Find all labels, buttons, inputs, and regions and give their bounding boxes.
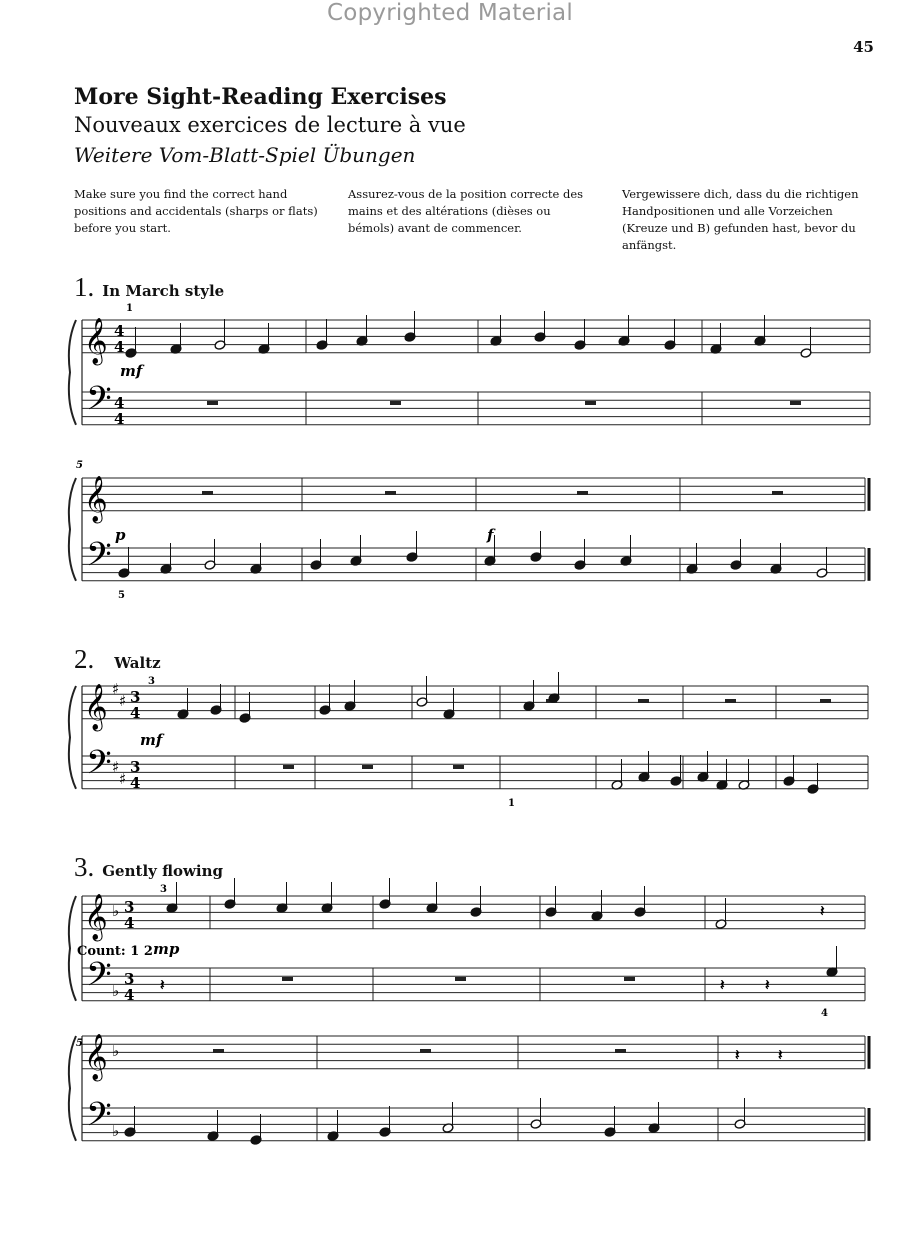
treble-clef-icon: 𝄞 bbox=[84, 1034, 108, 1080]
instructions-german: Vergewissere dich, dass du die richtigen Handpositionen und alle Vorzeichen (Kreuze und B) gefunden hast, bevor du anfängst. bbox=[622, 187, 859, 252]
instructions-english: Make sure you find the correct hand positions and accidentals (sharps or flats) before you start. bbox=[74, 187, 318, 235]
key-flat-icon: ♭ bbox=[112, 902, 120, 920]
note-heads bbox=[118, 311, 838, 1145]
bass-clef-icon: 𝄢 bbox=[86, 744, 112, 790]
key-flat-icon: ♭ bbox=[112, 1042, 120, 1060]
whole-rest bbox=[638, 699, 649, 703]
quarter-rest-icon: 𝄽 bbox=[720, 976, 725, 994]
time-signature: 3 bbox=[130, 758, 141, 776]
key-flat-icon: ♭ bbox=[112, 1122, 120, 1140]
bass-clef-icon: 𝄢 bbox=[86, 380, 112, 426]
time-signature: 4 bbox=[130, 774, 141, 792]
whole-rest bbox=[772, 491, 783, 495]
whole-rest bbox=[390, 401, 401, 405]
treble-clef-icon: 𝄞 bbox=[84, 476, 108, 522]
dynamic-marking: mp bbox=[153, 940, 180, 958]
whole-rest bbox=[615, 1049, 626, 1053]
page-number: 45 bbox=[853, 38, 874, 56]
whole-rest bbox=[362, 765, 373, 769]
quarter-rest-icon: 𝄽 bbox=[778, 1046, 783, 1064]
exercise-number: 2. bbox=[74, 644, 95, 674]
time-signature: 3 bbox=[124, 970, 135, 988]
whole-rest bbox=[283, 765, 294, 769]
dynamic-marking: f bbox=[487, 526, 494, 544]
key-sharp-icon: ♯ bbox=[119, 692, 127, 710]
title-german: Weitere Vom-Blatt-Spiel Übungen bbox=[74, 143, 416, 167]
title-french: Nouveaux exercices de lecture à vue bbox=[74, 113, 466, 137]
whole-rest bbox=[455, 977, 466, 981]
count-label: Count: 1 2 bbox=[77, 944, 153, 959]
brace bbox=[69, 320, 76, 425]
brace bbox=[69, 896, 76, 1001]
title-english: More Sight-Reading Exercises bbox=[74, 84, 447, 110]
whole-rest bbox=[385, 491, 396, 495]
bass-clef-icon: 𝄢 bbox=[86, 536, 112, 582]
brace bbox=[69, 478, 76, 581]
time-signature: 4 bbox=[114, 322, 125, 340]
time-signature: 4 bbox=[114, 410, 125, 428]
time-signature: 3 bbox=[130, 688, 141, 706]
treble-clef-icon: 𝄞 bbox=[84, 684, 108, 730]
measure-number: 5 bbox=[76, 1038, 83, 1049]
whole-rest bbox=[820, 699, 831, 703]
fingering-label: 1 bbox=[126, 303, 133, 314]
copyright-watermark: Copyrighted Material bbox=[327, 0, 573, 26]
fingering-label: 1 bbox=[508, 798, 515, 809]
quarter-rest-icon: 𝄽 bbox=[160, 976, 165, 994]
whole-rest bbox=[282, 977, 293, 981]
time-signature: 3 bbox=[124, 898, 135, 916]
treble-clef-icon: 𝄞 bbox=[84, 894, 108, 940]
dynamic-marking: mf bbox=[140, 731, 163, 749]
whole-rest bbox=[624, 977, 635, 981]
exercise-title: In March style bbox=[102, 282, 225, 300]
treble-clef-icon: 𝄞 bbox=[84, 318, 108, 364]
bass-clef-icon: 𝄢 bbox=[86, 956, 112, 1002]
instructions-french: Assurez-vous de la position correcte des mains et des altérations (dièses ou bémols) avant de commencer. bbox=[348, 187, 584, 235]
whole-rest bbox=[577, 491, 588, 495]
brace bbox=[69, 686, 76, 789]
time-signature: 4 bbox=[114, 338, 125, 356]
measure-number: 5 bbox=[76, 460, 83, 471]
whole-rest bbox=[207, 401, 218, 405]
exercise-number: 3. bbox=[74, 852, 95, 882]
fingering-label: 5 bbox=[118, 590, 125, 601]
whole-rest bbox=[202, 491, 213, 495]
time-signature: 4 bbox=[124, 986, 135, 1004]
quarter-rest-icon: 𝄽 bbox=[735, 1046, 740, 1064]
whole-rest bbox=[790, 401, 801, 405]
exercise-title: Gently flowing bbox=[102, 862, 223, 880]
whole-rest bbox=[420, 1049, 431, 1053]
brace bbox=[69, 1036, 76, 1141]
key-sharp-icon: ♯ bbox=[112, 758, 120, 776]
exercise-number: 1. bbox=[74, 272, 95, 302]
quarter-rest-icon: 𝄽 bbox=[820, 902, 825, 920]
whole-rest bbox=[213, 1049, 224, 1053]
whole-rest bbox=[725, 699, 736, 703]
bass-clef-icon: 𝄢 bbox=[86, 1096, 112, 1142]
key-sharp-icon: ♯ bbox=[119, 770, 127, 788]
key-sharp-icon: ♯ bbox=[112, 680, 120, 698]
time-signature: 4 bbox=[130, 704, 141, 722]
fingering-label: 3 bbox=[160, 884, 167, 895]
fingering-label: 4 bbox=[821, 1008, 828, 1019]
whole-rest bbox=[453, 765, 464, 769]
quarter-rest-icon: 𝄽 bbox=[765, 976, 770, 994]
dynamic-marking: mf bbox=[120, 362, 143, 380]
key-flat-icon: ♭ bbox=[112, 982, 120, 1000]
exercise-title: Waltz bbox=[114, 654, 161, 672]
dynamic-marking: p bbox=[115, 526, 126, 544]
whole-rest bbox=[585, 401, 596, 405]
fingering-label: 3 bbox=[148, 676, 155, 687]
staff-systems bbox=[69, 318, 870, 1142]
time-signature: 4 bbox=[124, 914, 135, 932]
time-signature: 4 bbox=[114, 394, 125, 412]
